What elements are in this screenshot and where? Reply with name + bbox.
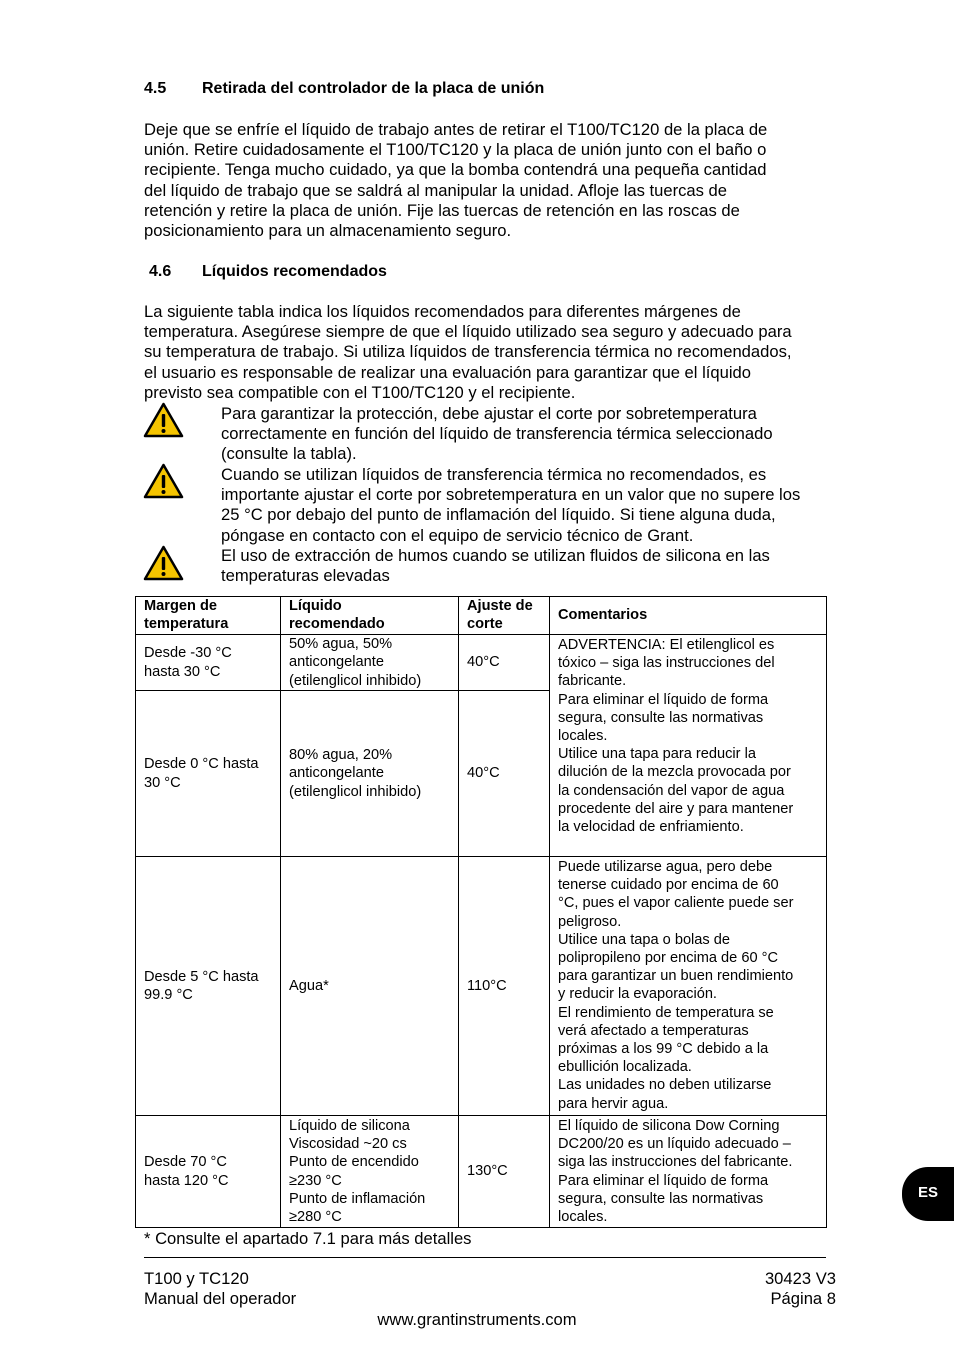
cell-text: Viscosidad ~20 cs [289, 1136, 407, 1153]
cell-text: procedente del aire y para mantener [558, 800, 794, 817]
header-text: Líquido [289, 598, 342, 614]
cell-text: hasta 30 °C [144, 663, 221, 680]
cell-text: Las unidades no deben utilizarse [558, 1077, 772, 1094]
cell-text: El rendimiento de temperatura se [558, 1004, 774, 1021]
cell-liquid [281, 691, 459, 857]
text-line: correctamente en función del líquido de transferencia térmica seleccionado [221, 424, 773, 444]
header-text: Ajuste de [467, 598, 533, 614]
footer-website: www.grantinstruments.com [377, 1310, 577, 1329]
warning-text-3 [221, 546, 841, 586]
text-line: unión. Retire cuidadosamente el T100/TC120 y la placa de unión junto con el baño o [144, 140, 767, 160]
footer-product: T100 y TC120 [144, 1269, 249, 1288]
text-line: Cuando se utilizan líquidos de transferencia térmica no recomendados, es [221, 465, 767, 484]
header-comments [550, 597, 827, 635]
cell-text: Líquido de silicona [289, 1117, 410, 1134]
cell-text: hasta 120 °C [144, 1172, 229, 1189]
cell-cutoff: 110°C [459, 857, 550, 1116]
header-cutoff [459, 597, 550, 635]
cell-text: Punto de inflamación [289, 1190, 426, 1207]
cell-text: Para eliminar el líquido de forma [558, 691, 769, 708]
cell-text: para garantizar un buen rendimiento [558, 968, 794, 985]
cell-cutoff: 40°C [459, 635, 550, 691]
cell-text: la velocidad de enfriamiento. [558, 819, 744, 836]
text-line: posicionamiento para un almacenamiento seguro. [144, 221, 512, 241]
text-line: La siguiente tabla indica los líquidos recomendados para diferentes márgenes de [144, 302, 741, 321]
cell-text: siga las instrucciones del fabricante. [558, 1154, 793, 1171]
section-4-6-heading [149, 263, 849, 283]
footer-page-number: Página 8 [770, 1289, 836, 1308]
cell-text: ebullición localizada. [558, 1059, 692, 1076]
cell-range [136, 857, 281, 1116]
text-line: El uso de extracción de humos cuando se utilizan fluidos de silicona en las [221, 546, 770, 565]
text-line: Deje que se enfríe el líquido de trabajo antes de retirar el T100/TC120 de la placa de [144, 120, 768, 139]
cell-text: (etilenglicol inhibido) [289, 783, 422, 800]
cell-text: segura, consulte las normativas [558, 1190, 764, 1207]
cell-text: tenerse cuidado por encima de 60 [558, 877, 779, 894]
cell-text: para hervir agua. [558, 1095, 669, 1112]
cell-text: tóxico – siga las instrucciones del [558, 655, 775, 672]
section-4-5-body [144, 120, 844, 241]
language-tab-label: ES [918, 1184, 939, 1201]
text-line: importante ajustar el corte por sobretemperatura en un valor que no supere los [221, 485, 801, 505]
warning-text-2 [221, 465, 841, 546]
section-4-6-body [144, 302, 844, 403]
warning-triangle-icon [143, 463, 184, 499]
cell-text: Punto de encendido [289, 1154, 419, 1171]
cell-comments [550, 857, 827, 1116]
table-row [136, 857, 827, 1116]
cell-text: Desde 70 °C [144, 1154, 227, 1171]
table-row [136, 1116, 827, 1228]
section-4-5-heading [144, 80, 844, 100]
cell-text: ≥230 °C [289, 1172, 342, 1189]
cell-text: segura, consulte las normativas [558, 709, 764, 726]
cell-text: Puede utilizarse agua, pero debe [558, 859, 773, 875]
cell-text: (etilenglicol inhibido) [289, 672, 422, 689]
cell-cutoff: 130°C [459, 1116, 550, 1228]
text-line: el usuario es responsable de realizar una evaluación para garantizar que el líquido [144, 362, 751, 382]
cell-text: la condensación del vapor de agua [558, 782, 785, 799]
warning-triangle-icon [143, 402, 184, 438]
cell-text: locales. [558, 728, 608, 745]
cell-comments [550, 1116, 827, 1228]
section-number: 4.6 [149, 263, 172, 280]
cell-comments-glycol [550, 635, 827, 857]
text-line: retención y retire la placa de unión. Fije las tuercas de retención en las roscas de [144, 200, 740, 220]
cell-text: y reducir la evaporación. [558, 986, 717, 1003]
text-line: del líquido de trabajo que se saldrá al manipular la unidad. Afloje las tuercas de [144, 180, 728, 200]
cell-cutoff: 40°C [459, 691, 550, 857]
header-temperature-range [136, 597, 281, 635]
cell-text: 80% agua, 20% [289, 747, 393, 764]
table-header-row [136, 597, 827, 635]
section-number: 4.5 [144, 80, 167, 97]
footer-divider [144, 1257, 826, 1258]
text-line: póngase en contacto con el equipo de servicio técnico de Grant. [221, 525, 694, 545]
text-line: temperatura. Asegúrese siempre de que el líquido utilizado sea seguro y adecuado para [144, 322, 792, 342]
text-line: previsto sea compatible con el T100/TC120 y el recipiente. [144, 382, 576, 402]
footer-doc-code: 30423 V3 [764, 1269, 836, 1288]
table-footnote: * Consulte el apartado 7.1 para más detalles [144, 1229, 472, 1248]
cell-range [136, 691, 281, 857]
text-line: su temperatura de trabajo. Si utiliza líquidos de transferencia térmica no recomendados, [144, 342, 792, 362]
cell-text: El líquido de silicona Dow Corning [558, 1118, 780, 1134]
cell-text: 50% agua, 50% [289, 636, 393, 653]
cell-range [136, 635, 281, 691]
cell-text: DC200/20 es un líquido adecuado – [558, 1136, 791, 1153]
cell-text: °C, pues el vapor caliente puede ser [558, 895, 794, 912]
cell-text: Desde -30 °C [144, 645, 232, 662]
header-text: corte [467, 615, 503, 632]
cell-text: próximas a los 99 °C debido a la [558, 1041, 769, 1058]
cell-text: verá afectado a temperaturas [558, 1022, 749, 1039]
cell-text: Utilice una tapa o bolas de [558, 931, 730, 948]
cell-text: locales. [558, 1209, 608, 1226]
section-title: Líquidos recomendados [202, 263, 387, 280]
cell-liquid [281, 635, 459, 691]
cell-text: Agua* [289, 977, 329, 994]
header-text: Margen de [144, 598, 217, 614]
header-text: Comentarios [558, 606, 648, 623]
language-tab [902, 1167, 954, 1221]
cell-text: anticongelante [289, 765, 384, 782]
warning-triangle-icon [143, 545, 184, 581]
cell-text: ≥280 °C [289, 1208, 342, 1225]
text-line: recipiente. Tenga mucho cuidado, ya que la bomba contendrá una pequeña cantidad [144, 160, 767, 180]
cell-text: fabricante. [558, 673, 627, 690]
cell-liquid [281, 1116, 459, 1228]
cell-text: dilución de la mezcla provocada por [558, 764, 791, 781]
section-title: Retirada del controlador de la placa de unión [202, 80, 545, 97]
cell-text: ADVERTENCIA: El etilenglicol es [558, 637, 775, 653]
cell-text: 99.9 °C [144, 987, 193, 1003]
recommended-liquids-table [135, 596, 827, 1228]
text-line: (consulte la tabla). [221, 444, 357, 464]
cell-text: anticongelante [289, 654, 384, 671]
cell-range [136, 1116, 281, 1228]
footer-manual: Manual del operador [144, 1289, 297, 1308]
cell-text: polipropileno por encima de 60 °C [558, 950, 779, 967]
cell-text: Utilice una tapa para reducir la [558, 746, 756, 763]
cell-text: Desde 0 °C hasta [144, 756, 259, 773]
cell-text: Para eliminar el líquido de forma [558, 1172, 769, 1189]
cell-text: 30 °C [144, 774, 181, 791]
cell-liquid [281, 857, 459, 1116]
warning-text-1 [221, 404, 841, 465]
header-text: recomendado [289, 615, 385, 632]
cell-text: Desde 5 °C hasta [144, 968, 259, 985]
table-row [136, 635, 827, 691]
header-recommended-liquid [281, 597, 459, 635]
cell-text: peligroso. [558, 913, 622, 930]
text-line: temperaturas elevadas [221, 566, 390, 586]
text-line: 25 °C por debajo del punto de inflamación del líquido. Si tiene alguna duda, [221, 505, 776, 525]
header-text: temperatura [144, 615, 229, 632]
text-line: Para garantizar la protección, debe ajustar el corte por sobretemperatura [221, 404, 757, 423]
